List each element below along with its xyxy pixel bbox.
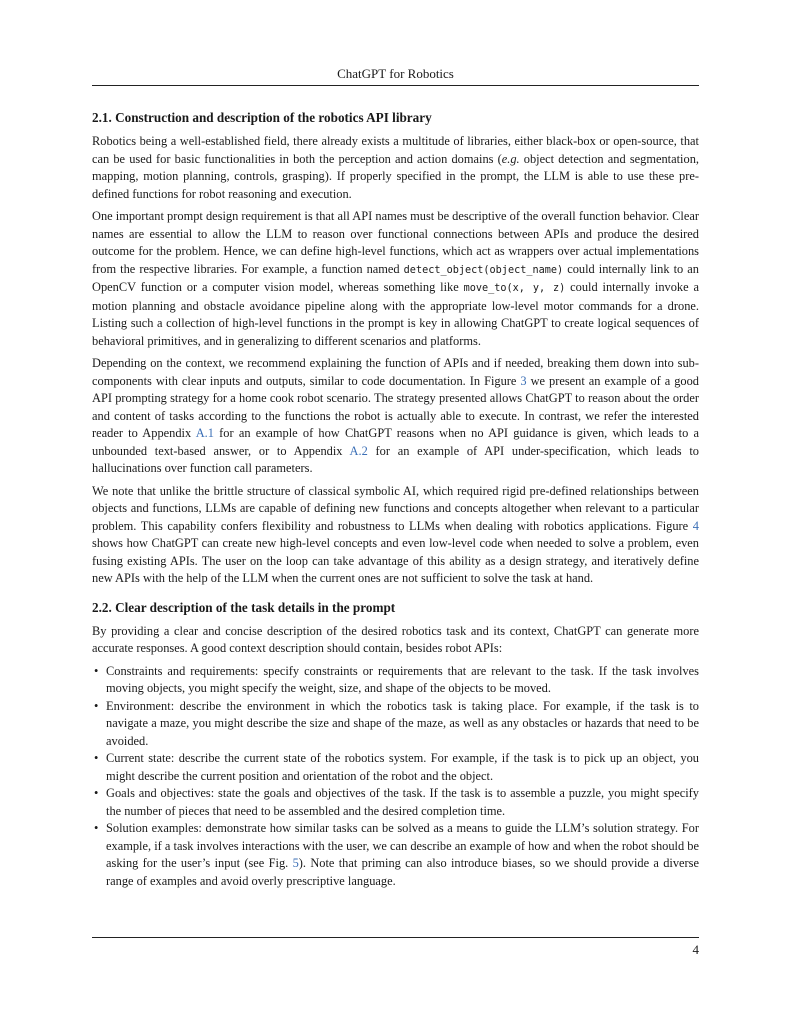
paragraph-libraries <box>92 133 699 203</box>
section-2-1-heading: 2.1. Construction and description of the robotics API library <box>92 110 432 125</box>
bullet-dot: • <box>94 786 99 800</box>
page-number: 4 <box>692 942 699 957</box>
bullet-dot: • <box>94 751 99 765</box>
appendix-a2-link[interactable]: A.2 <box>349 443 368 458</box>
footer-rule <box>92 937 699 938</box>
figure-3-link[interactable]: 3 <box>520 373 527 388</box>
paragraph-text: for an example of API under-specification, which leads to hallucinations over function call parameters. <box>92 443 699 475</box>
paragraph-api-context <box>92 355 699 478</box>
bullet-text: Environment: describe the environment in which the robotics task is taking place. For example, if the task is to navigate a maze, you might describe the size and shape of the maze, as well as any obstacles or hazards that need to be avoided. <box>106 698 699 748</box>
figure-4-link[interactable]: 4 <box>692 518 699 533</box>
paragraph-api-names <box>92 208 699 350</box>
paragraph-text: Robotics being a well-established field, there already exists a multitude of libraries, either black-box or open-source, that can be used for basic functionalities in both the perception and action domains ( <box>92 134 699 166</box>
bullet-current-state <box>92 750 699 785</box>
bullet-text: Current state: describe the current state of the robotics system. For example, if the task is to pick up an object, you might describe the current position and orientation of the robot and the object. <box>106 751 699 783</box>
bullet-solution-examples <box>92 820 699 890</box>
bullet-dot: • <box>94 821 99 835</box>
code-detect-object: detect_object(object_name) <box>403 264 564 276</box>
running-header: ChatGPT for Robotics <box>337 66 454 81</box>
bullet-dot: • <box>94 698 99 713</box>
appendix-a1-link[interactable]: A.1 <box>195 426 214 440</box>
bullet-text: ). Note that priming can also introduce biases, so we should provide a diverse range of examples and avoid overly prescriptive language. <box>106 856 700 888</box>
paragraph-task-intro: By providing a clear and concise description of the desired robotics task and its context, ChatGPT can generate more accurate responses. A good context description should contain, besides robot APIs: <box>92 623 699 655</box>
code-move-to: move_to(x, y, z) <box>463 283 566 294</box>
bullet-goals <box>92 785 699 820</box>
paragraph-text: shows how ChatGPT can create new high-level concepts and even low-level code when needed to solve a problem, even fusing existing APIs. The user on the loop can take advantage of this ability as a design strategy, and iteratively define new APIs with the help of the LLM when the current ones are not sufficient to solve the task at hand. <box>92 536 699 585</box>
paragraph-text: could internally invoke a motion planning and obstacle avoidance pipeline along with the appropriate low-level motor commands for a drone. Listing such a collection of high-level functions in the prompt is key in allowing ChatGPT to create logical sequences of behavioral primitives, and in generalizing to different scenarios and platforms. <box>92 280 699 348</box>
paragraph-text: could internally link to an OpenCV function or a computer vision model, whereas something like <box>92 261 699 294</box>
paragraph-text: We note that unlike the brittle structure of classical symbolic AI, which required rigid pre-defined relationships between objects and functions, LLMs are capable of defining new functions and concepts altogether when relevant to a particular problem. This capability confers flexibility and robustness to LLMs when dealing with robotics applications. Figure <box>92 483 699 533</box>
page-content <box>92 109 699 890</box>
paragraph-text: One important prompt design requirement is that all API names must be descriptive of the overall function behavior. Clear names are essential to allow the LLM to reason over functional connections between APIs and produce the desired outcome for the problem. Hence, we can define high-level functions, which act as wrappers over actual implementations from the respective libraries. For example, a function named <box>92 209 699 276</box>
eg-abbreviation: e.g. <box>501 151 520 166</box>
bullet-dot: • <box>94 663 99 678</box>
bullet-text: Constraints and requirements: specify constraints or requirements that are relevant to the task. If the task involves moving objects, you might specify the weight, size, and shape of the objects to be moved. <box>106 663 699 695</box>
paragraph-text: we present an example of a good API prompting strategy for a home cook robot scenario. The strategy presented allows ChatGPT to reason about the order and content of tasks according to the functions the robot is actually able to execute. In contrast, we refer the interested reader to Appendix <box>92 373 699 440</box>
section-2-2-heading: 2.2. Clear description of the task details in the prompt <box>92 599 396 615</box>
paragraph-text: object detection and segmentation, mapping, motion planning, controls, grasping). If properly specified in the prompt, the LLM is able to use these pre-defined functions for robot reasoning and execution. <box>92 151 699 201</box>
bullet-constraints <box>92 663 699 698</box>
bullet-text: Solution examples: demonstrate how similar tasks can be solved as a means to guide the LLM’s solution strategy. For example, if a task involves interactions with the user, we can describe an example of how and when the robot should be asking for the user’s input (see Fig. <box>106 821 699 870</box>
bullet-text: Goals and objectives: state the goals and objectives of the task. If the task is to assemble a puzzle, you might specify the number of pieces that need to be assembled and the desired completion time. <box>106 786 699 818</box>
paragraph-text: Depending on the context, we recommend explaining the function of APIs and if needed, breaking them down into sub-components with clear inputs and outputs, similar to code documentation. In Figure <box>92 356 699 388</box>
figure-5-link[interactable]: 5 <box>292 856 299 870</box>
paragraph-symbolic-ai <box>92 483 699 588</box>
paragraph-text: for an example of how ChatGPT reasons when no API guidance is given, which leads to a unbounded text-based answer, or to Appendix <box>92 426 699 458</box>
header-rule <box>92 85 699 86</box>
context-bullet-list <box>92 663 699 891</box>
bullet-environment <box>92 698 699 751</box>
